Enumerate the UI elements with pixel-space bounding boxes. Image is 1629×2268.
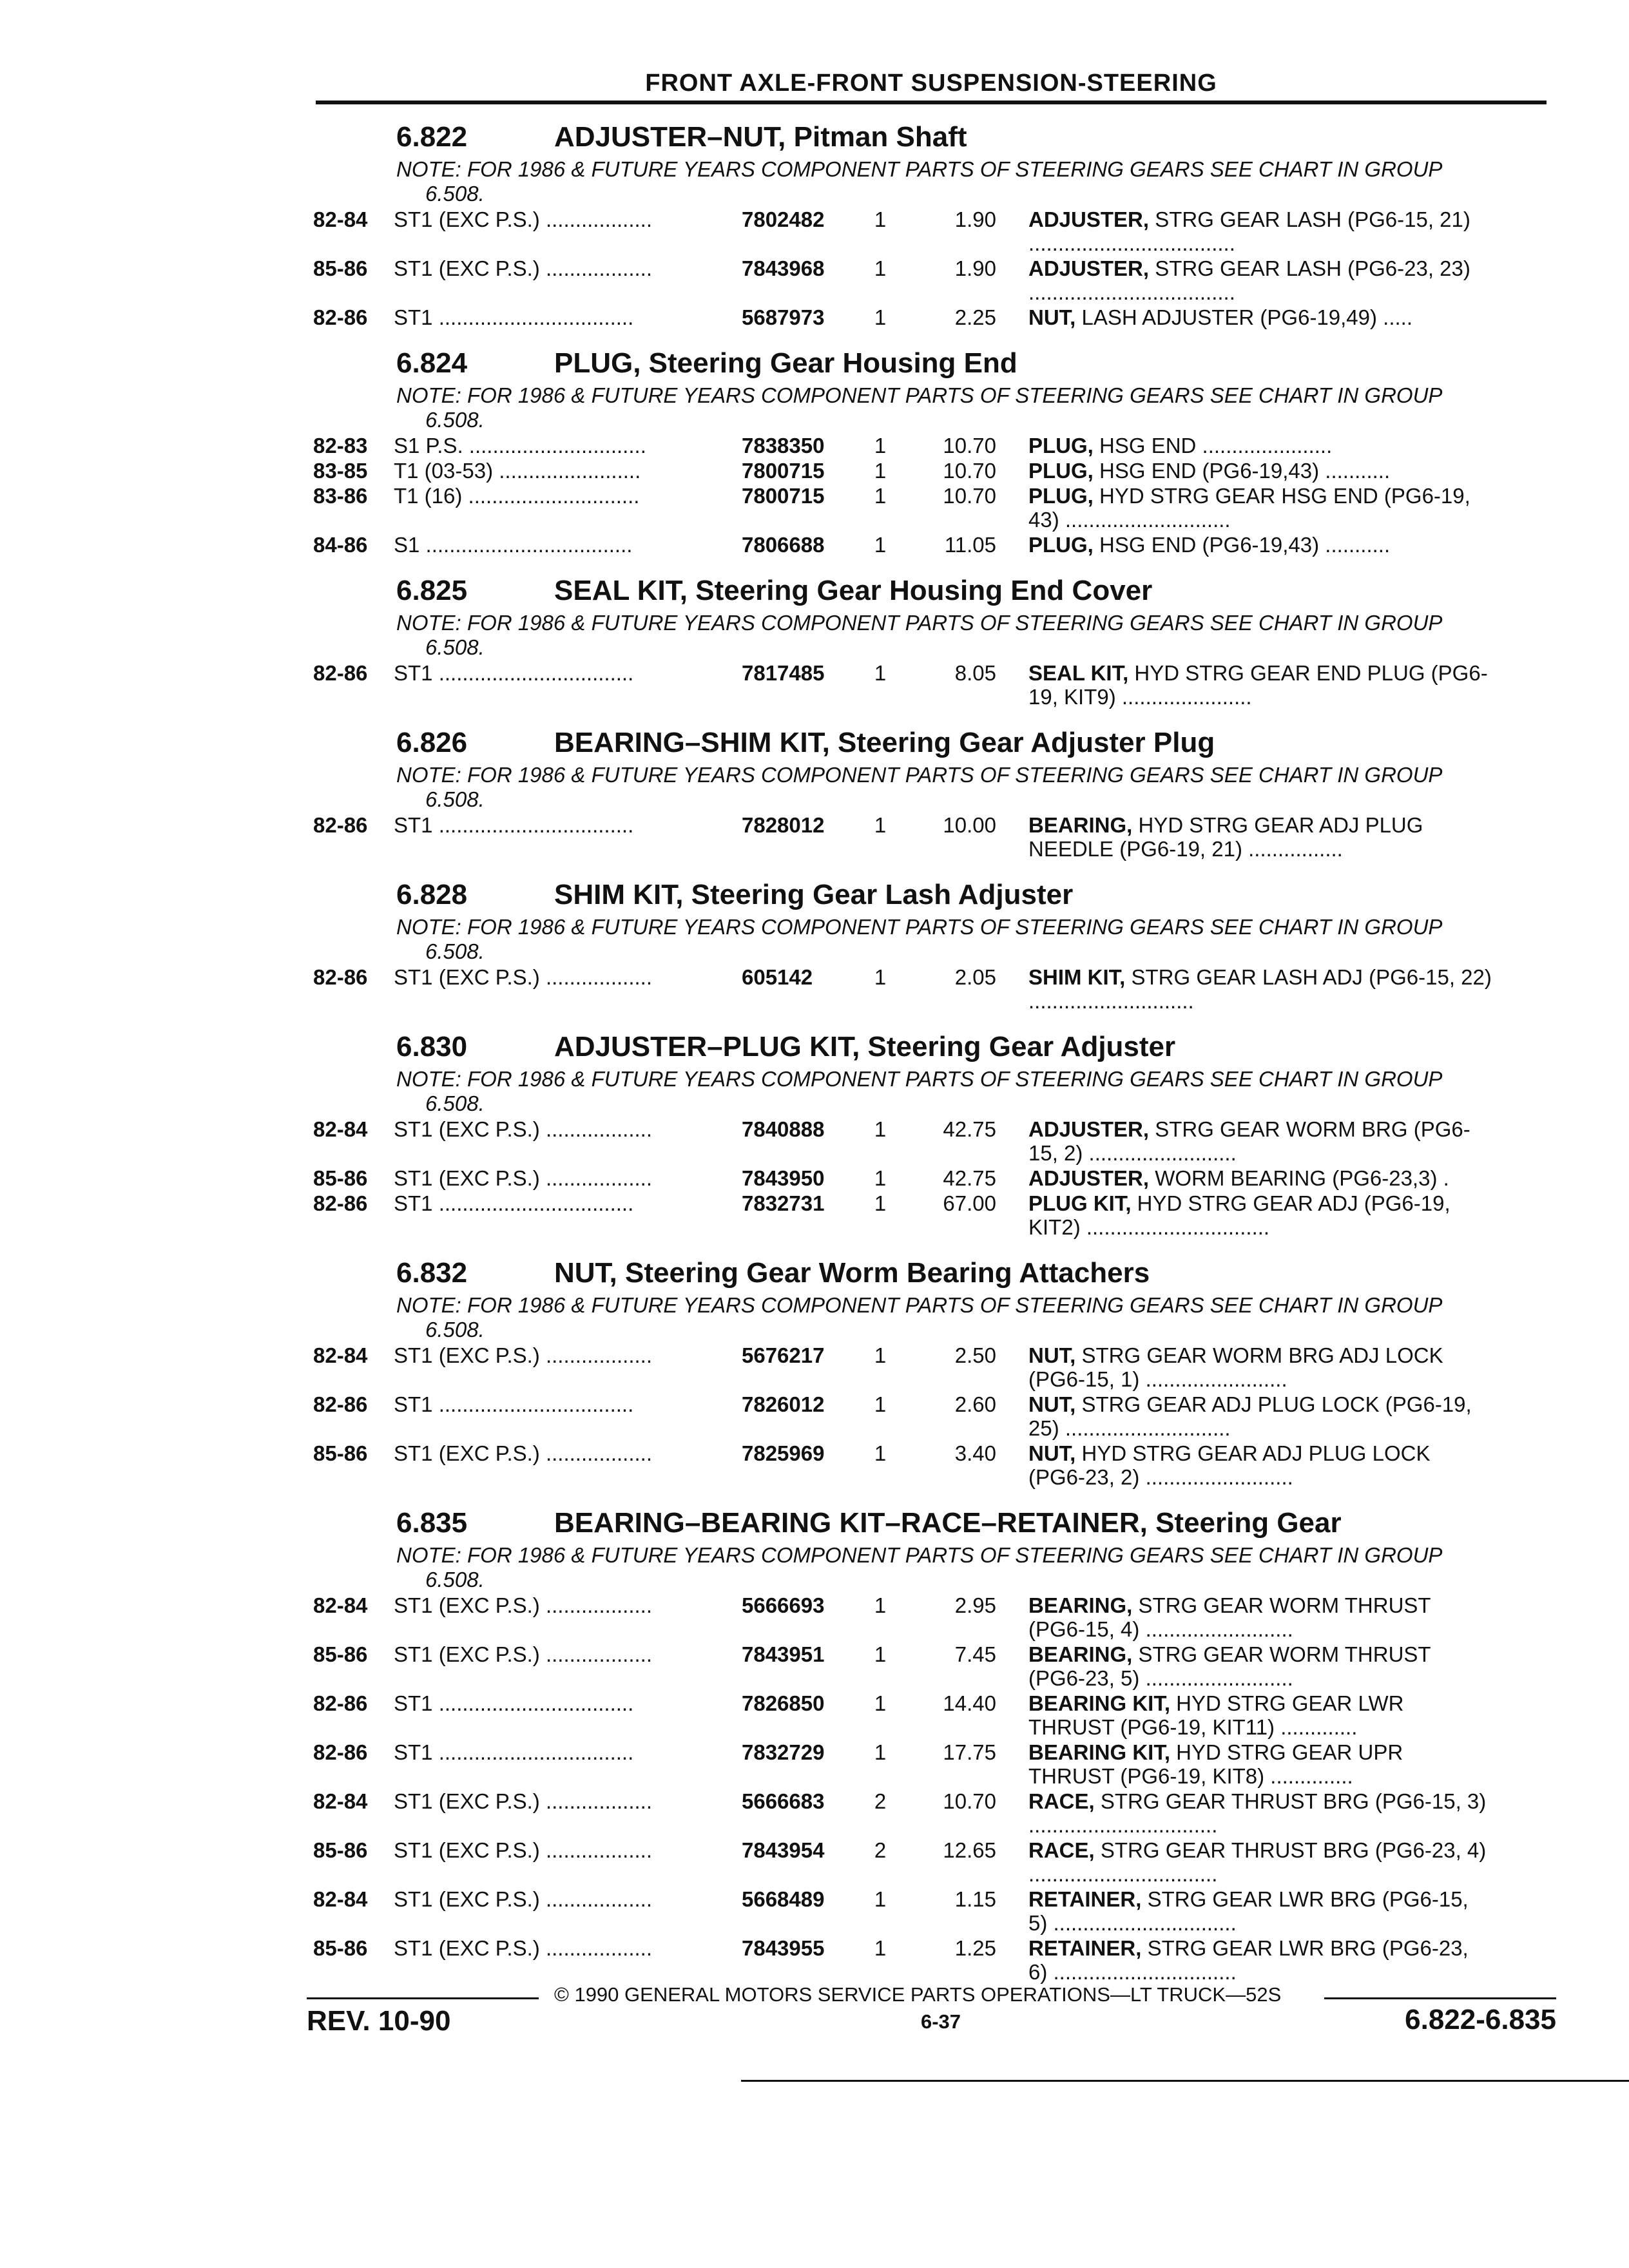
section-name: ADJUSTER–NUT, Pitman Shaft (554, 121, 967, 153)
part-row (313, 1392, 1547, 1440)
section-note: NOTE: FOR 1986 & FUTURE YEARS COMPONENT PARTS OF STEERING GEARS SEE CHART IN GROUP (396, 1293, 1443, 1317)
quantity: 1 (874, 1740, 887, 1764)
section-name: BEARING–SHIM KIT, Steering Gear Adjuster Plug (554, 727, 1215, 758)
model-years: 85-86 (313, 256, 368, 280)
part-row (313, 207, 1547, 255)
section-title (316, 571, 1547, 611)
description-text: WORM BEARING (PG6-23,3) . (1149, 1166, 1449, 1190)
section-name: BEARING–BEARING KIT–RACE–RETAINER, Steering Gear (554, 1507, 1342, 1539)
price: 14.40 (943, 1691, 996, 1715)
description-text: HSG END ...................... (1093, 434, 1333, 457)
revision-label: REV. 10-90 (307, 2005, 451, 2037)
description-name: BEARING KIT, (1028, 1740, 1171, 1764)
section-6-826 (313, 723, 1547, 861)
price: 10.00 (943, 813, 996, 837)
description-name: PLUG, (1028, 434, 1094, 457)
part-number: 7800715 (742, 484, 825, 508)
application: ST1 ................................. (394, 813, 634, 837)
description-text: HSG END (PG6-19,43) ........... (1093, 533, 1391, 557)
part-row (313, 813, 1547, 861)
section-title (316, 117, 1547, 157)
quantity: 1 (874, 484, 887, 508)
quantity: 1 (874, 1642, 887, 1666)
application: ST1 ................................. (394, 1392, 634, 1416)
model-years: 83-86 (313, 484, 368, 508)
section-note-cont: 6.508. (425, 939, 485, 963)
description (1028, 256, 1492, 304)
part-row (313, 965, 1547, 1013)
model-years: 82-84 (313, 1117, 368, 1141)
quantity: 1 (874, 1593, 887, 1617)
section-number: 6.822 (396, 121, 468, 153)
description-name: BEARING, (1028, 1593, 1133, 1617)
part-number: 5676217 (742, 1343, 825, 1367)
section-note: NOTE: FOR 1986 & FUTURE YEARS COMPONENT PARTS OF STEERING GEARS SEE CHART IN GROUP (396, 611, 1443, 635)
section-range: 6.822-6.835 (1405, 2004, 1556, 2035)
application: S1 ................................... (394, 533, 633, 557)
description-text: HYD STRG GEAR END PLUG (PG6-19, KIT9) ...................... (1028, 661, 1488, 709)
footer-rule-right (1324, 1997, 1556, 1999)
price: 42.75 (943, 1166, 996, 1190)
description-name: NUT, (1028, 1392, 1076, 1416)
section-note-cont: 6.508. (425, 787, 485, 811)
price: 8.05 (954, 661, 996, 685)
section-note: NOTE: FOR 1986 & FUTURE YEARS COMPONENT PARTS OF STEERING GEARS SEE CHART IN GROUP (396, 763, 1443, 787)
price: 12.65 (943, 1838, 996, 1862)
description-name: RACE, (1028, 1789, 1095, 1813)
price: 2.95 (954, 1593, 996, 1617)
quantity: 1 (874, 1936, 887, 1960)
description-text: STRG GEAR LWR BRG (PG6-15, 5) ............................... (1028, 1887, 1469, 1935)
model-years: 82-86 (313, 813, 368, 837)
application: S1 P.S. .............................. (394, 434, 646, 457)
part-number: 7838350 (742, 434, 825, 457)
model-years: 82-84 (313, 1887, 368, 1911)
model-years: 82-86 (313, 305, 368, 329)
model-years: 85-86 (313, 1166, 368, 1190)
section-name: ADJUSTER–PLUG KIT, Steering Gear Adjuster (554, 1031, 1176, 1062)
price: 2.25 (954, 305, 996, 329)
price: 2.60 (954, 1392, 996, 1416)
application: ST1 ................................. (394, 661, 634, 685)
part-row (313, 1166, 1547, 1190)
section-6-830 (313, 1027, 1547, 1239)
part-number: 7843951 (742, 1642, 825, 1666)
description (1028, 459, 1492, 483)
part-number: 7843954 (742, 1838, 825, 1862)
application: ST1 (EXC P.S.) .................. (394, 207, 652, 231)
price: 11.05 (944, 533, 996, 557)
part-number: 7843950 (742, 1166, 825, 1190)
part-number: 5687973 (742, 305, 825, 329)
application: ST1 ................................. (394, 1691, 634, 1715)
part-row (313, 1936, 1547, 1984)
description (1028, 1887, 1492, 1935)
part-row (313, 1343, 1547, 1391)
description-text: STRG GEAR THRUST BRG (PG6-15, 3) ................................ (1028, 1789, 1487, 1837)
description-text: STRG GEAR LASH ADJ (PG6-15, 22) ............................ (1028, 965, 1492, 1013)
part-row (313, 1593, 1547, 1641)
part-row (313, 1191, 1547, 1239)
part-number: 7843968 (742, 256, 825, 280)
section-name: SHIM KIT, Steering Gear Lash Adjuster (554, 879, 1074, 910)
description (1028, 1593, 1492, 1641)
page-number: 6-37 (920, 2010, 961, 2033)
model-years: 82-83 (313, 434, 368, 457)
price: 1.90 (954, 207, 996, 231)
quantity: 1 (874, 661, 887, 685)
quantity: 2 (874, 1838, 887, 1862)
description-name: PLUG, (1028, 533, 1094, 557)
quantity: 1 (874, 1191, 887, 1215)
part-number: 5668489 (742, 1887, 825, 1911)
section-number: 6.825 (396, 575, 468, 606)
section-note: NOTE: FOR 1986 & FUTURE YEARS COMPONENT PARTS OF STEERING GEARS SEE CHART IN GROUP (396, 915, 1443, 939)
description-name: BEARING, (1028, 1642, 1133, 1666)
part-number: 7802482 (742, 207, 825, 231)
price: 10.70 (943, 1789, 996, 1813)
application: T1 (16) ............................. (394, 484, 640, 508)
model-years: 82-86 (313, 1191, 368, 1215)
quantity: 1 (874, 459, 887, 483)
section-title (316, 875, 1547, 915)
quantity: 1 (874, 533, 887, 557)
description-name: NUT, (1028, 305, 1076, 329)
part-row (313, 1887, 1547, 1935)
part-row (313, 1117, 1547, 1165)
application: ST1 (EXC P.S.) .................. (394, 1593, 652, 1617)
section-note-cont: 6.508. (425, 182, 485, 206)
model-years: 82-84 (313, 1593, 368, 1617)
part-number: 5666693 (742, 1593, 825, 1617)
description-name: NUT, (1028, 1441, 1076, 1465)
part-number: 7832731 (742, 1191, 825, 1215)
description-name: NUT, (1028, 1343, 1076, 1367)
price: 42.75 (943, 1117, 996, 1141)
description (1028, 1642, 1492, 1690)
description-text: HYD STRG GEAR UPR THRUST (PG6-19, KIT8) .............. (1028, 1740, 1403, 1788)
quantity: 2 (874, 1789, 887, 1813)
description-name: PLUG, (1028, 459, 1094, 483)
description (1028, 1191, 1492, 1239)
description-text: HYD STRG GEAR ADJ PLUG LOCK (PG6-23, 2) ......................... (1028, 1441, 1431, 1489)
description-text: STRG GEAR WORM THRUST (PG6-23, 5) ......................... (1028, 1642, 1431, 1690)
part-number: 7826850 (742, 1691, 825, 1715)
model-years: 82-84 (313, 1343, 368, 1367)
application: ST1 (EXC P.S.) .................. (394, 1166, 652, 1190)
price: 10.70 (943, 434, 996, 457)
price: 10.70 (943, 459, 996, 483)
part-row (313, 434, 1547, 457)
price: 2.50 (954, 1343, 996, 1367)
description (1028, 965, 1492, 1013)
quantity: 1 (874, 1887, 887, 1911)
description (1028, 1691, 1492, 1739)
part-row (313, 484, 1547, 532)
application: ST1 ................................. (394, 1191, 634, 1215)
quantity: 1 (874, 207, 887, 231)
description-text: HYD STRG GEAR HSG END (PG6-19, 43) ............................ (1028, 484, 1470, 532)
application: ST1 ................................. (394, 305, 634, 329)
section-6-822 (313, 117, 1547, 329)
application: ST1 (EXC P.S.) .................. (394, 1887, 652, 1911)
description-name: ADJUSTER, (1028, 1117, 1150, 1141)
part-number: 605142 (742, 965, 813, 989)
description-name: RETAINER, (1028, 1936, 1142, 1960)
application: ST1 (EXC P.S.) .................. (394, 1838, 652, 1862)
description (1028, 1838, 1492, 1886)
description-name: BEARING, (1028, 813, 1133, 837)
part-row (313, 1691, 1547, 1739)
description (1028, 1789, 1492, 1837)
part-row (313, 1740, 1547, 1788)
part-number: 7832729 (742, 1740, 825, 1764)
model-years: 82-86 (313, 965, 368, 989)
parts-list (313, 117, 1547, 1998)
description (1028, 434, 1492, 457)
part-row (313, 1441, 1547, 1489)
price: 1.25 (954, 1936, 996, 1960)
price: 10.70 (943, 484, 996, 508)
part-number: 7826012 (742, 1392, 825, 1416)
model-years: 84-86 (313, 533, 368, 557)
section-note-cont: 6.508. (425, 1318, 485, 1341)
model-years: 82-86 (313, 1691, 368, 1715)
quantity: 1 (874, 1441, 887, 1465)
section-note: NOTE: FOR 1986 & FUTURE YEARS COMPONENT PARTS OF STEERING GEARS SEE CHART IN GROUP (396, 1067, 1443, 1091)
quantity: 1 (874, 965, 887, 989)
description-name: BEARING KIT, (1028, 1691, 1171, 1715)
quantity: 1 (874, 1691, 887, 1715)
section-title (316, 723, 1547, 763)
application: T1 (03-53) ........................ (394, 459, 641, 483)
part-number: 7800715 (742, 459, 825, 483)
section-title (316, 1253, 1547, 1293)
model-years: 85-86 (313, 1441, 368, 1465)
section-6-824 (313, 343, 1547, 557)
price: 7.45 (954, 1642, 996, 1666)
part-row (313, 1838, 1547, 1886)
part-number: 7828012 (742, 813, 825, 837)
section-note: NOTE: FOR 1986 & FUTURE YEARS COMPONENT PARTS OF STEERING GEARS SEE CHART IN GROUP (396, 1543, 1443, 1567)
description-name: ADJUSTER, (1028, 1166, 1150, 1190)
part-row (313, 1789, 1547, 1837)
section-number: 6.824 (396, 347, 468, 379)
section-number: 6.832 (396, 1257, 468, 1289)
description-text: HYD STRG GEAR LWR THRUST (PG6-19, KIT11) ............. (1028, 1691, 1404, 1739)
description (1028, 1343, 1492, 1391)
section-title (316, 343, 1547, 383)
quantity: 1 (874, 1166, 887, 1190)
section-number: 6.835 (396, 1507, 468, 1539)
price: 1.15 (954, 1887, 996, 1911)
description (1028, 1936, 1492, 1984)
section-note: NOTE: FOR 1986 & FUTURE YEARS COMPONENT PARTS OF STEERING GEARS SEE CHART IN GROUP (396, 157, 1443, 181)
description-text: HYD STRG GEAR ADJ (PG6-19, KIT2) ............................... (1028, 1191, 1451, 1239)
description (1028, 207, 1492, 255)
bottom-rule (741, 2080, 1629, 2082)
section-title (316, 1027, 1547, 1067)
description (1028, 1740, 1492, 1788)
description (1028, 813, 1492, 861)
application: ST1 (EXC P.S.) .................. (394, 1441, 652, 1465)
section-name: PLUG, Steering Gear Housing End (554, 347, 1017, 379)
description (1028, 1441, 1492, 1489)
description-name: RETAINER, (1028, 1887, 1142, 1911)
description-text: STRG GEAR LWR BRG (PG6-23, 6) ............................... (1028, 1936, 1469, 1984)
description (1028, 533, 1492, 557)
price: 67.00 (943, 1191, 996, 1215)
application: ST1 (EXC P.S.) .................. (394, 965, 652, 989)
quantity: 1 (874, 1117, 887, 1141)
model-years: 82-84 (313, 1789, 368, 1813)
model-years: 82-86 (313, 1392, 368, 1416)
description-name: RACE, (1028, 1838, 1095, 1862)
application: ST1 (EXC P.S.) .................. (394, 1936, 652, 1960)
section-number: 6.830 (396, 1031, 468, 1062)
description (1028, 661, 1492, 709)
description-name: PLUG, (1028, 484, 1094, 508)
description-text: STRG GEAR LASH (PG6-15, 21) ................................... (1028, 207, 1470, 255)
description (1028, 1117, 1492, 1165)
application: ST1 (EXC P.S.) .................. (394, 256, 652, 280)
description-name: ADJUSTER, (1028, 256, 1150, 280)
section-name: SEAL KIT, Steering Gear Housing End Cover (554, 575, 1153, 606)
description (1028, 1392, 1492, 1440)
quantity: 1 (874, 813, 887, 837)
part-number: 7840888 (742, 1117, 825, 1141)
footer-copyright: © 1990 GENERAL MOTORS SERVICE PARTS OPERATIONS—LT TRUCK—52S (554, 1983, 1282, 2006)
part-row (313, 533, 1547, 557)
model-years: 85-86 (313, 1642, 368, 1666)
part-row (313, 305, 1547, 329)
part-number: 7843955 (742, 1936, 825, 1960)
quantity: 1 (874, 434, 887, 457)
description-text: HYD STRG GEAR ADJ PLUG NEEDLE (PG6-19, 21) ................ (1028, 813, 1423, 861)
price: 3.40 (954, 1441, 996, 1465)
part-number: 7825969 (742, 1441, 825, 1465)
part-row (313, 1642, 1547, 1690)
quantity: 1 (874, 1343, 887, 1367)
description-text: STRG GEAR ADJ PLUG LOCK (PG6-19, 25) ............................ (1028, 1392, 1472, 1440)
section-note-cont: 6.508. (425, 635, 485, 659)
description (1028, 305, 1492, 329)
application: ST1 (EXC P.S.) .................. (394, 1789, 652, 1813)
quantity: 1 (874, 1392, 887, 1416)
application: ST1 (EXC P.S.) .................. (394, 1642, 652, 1666)
model-years: 85-86 (313, 1838, 368, 1862)
price: 2.05 (954, 965, 996, 989)
section-note: NOTE: FOR 1986 & FUTURE YEARS COMPONENT PARTS OF STEERING GEARS SEE CHART IN GROUP (396, 383, 1443, 407)
model-years: 82-86 (313, 1740, 368, 1764)
description (1028, 484, 1492, 532)
model-years: 83-85 (313, 459, 368, 483)
part-number: 5666683 (742, 1789, 825, 1813)
description-text: STRG GEAR WORM BRG ADJ LOCK (PG6-15, 1) ........................ (1028, 1343, 1443, 1391)
description-text: STRG GEAR WORM BRG (PG6-15, 2) ......................... (1028, 1117, 1470, 1165)
footer-rule-left (307, 1997, 539, 1999)
section-6-835 (313, 1503, 1547, 1984)
section-note-cont: 6.508. (425, 408, 485, 432)
price: 17.75 (943, 1740, 996, 1764)
quantity: 1 (874, 256, 887, 280)
model-years: 82-86 (313, 661, 368, 685)
header-rule (316, 101, 1547, 104)
section-note-cont: 6.508. (425, 1091, 485, 1115)
part-row (313, 256, 1547, 304)
description-name: SHIM KIT, (1028, 965, 1126, 989)
description-name: PLUG KIT, (1028, 1191, 1132, 1215)
part-number: 7806688 (742, 533, 825, 557)
description-text: STRG GEAR LASH (PG6-23, 23) ................................... (1028, 256, 1470, 304)
section-title (316, 1503, 1547, 1543)
description-text: LASH ADJUSTER (PG6-19,49) ..... (1075, 305, 1413, 329)
application: ST1 (EXC P.S.) .................. (394, 1343, 652, 1367)
description-name: SEAL KIT, (1028, 661, 1129, 685)
part-row (313, 459, 1547, 483)
section-note-cont: 6.508. (425, 1568, 485, 1591)
description (1028, 1166, 1492, 1190)
part-number: 7817485 (742, 661, 825, 685)
quantity: 1 (874, 305, 887, 329)
section-name: NUT, Steering Gear Worm Bearing Attachers (554, 1257, 1150, 1289)
section-6-828 (313, 875, 1547, 1013)
model-years: 82-84 (313, 207, 368, 231)
description-name: ADJUSTER, (1028, 207, 1150, 231)
model-years: 85-86 (313, 1936, 368, 1960)
part-row (313, 661, 1547, 709)
description-text: STRG GEAR THRUST BRG (PG6-23, 4) ................................ (1028, 1838, 1487, 1886)
page-header: FRONT AXLE-FRONT SUSPENSION-STEERING (645, 70, 1217, 97)
section-number: 6.828 (396, 879, 468, 910)
application: ST1 ................................. (394, 1740, 634, 1764)
application: ST1 (EXC P.S.) .................. (394, 1117, 652, 1141)
section-number: 6.826 (396, 727, 468, 758)
description-text: HSG END (PG6-19,43) ........... (1093, 459, 1391, 483)
section-6-832 (313, 1253, 1547, 1489)
price: 1.90 (954, 256, 996, 280)
description-text: STRG GEAR WORM THRUST (PG6-15, 4) ......................... (1028, 1593, 1431, 1641)
section-6-825 (313, 571, 1547, 709)
